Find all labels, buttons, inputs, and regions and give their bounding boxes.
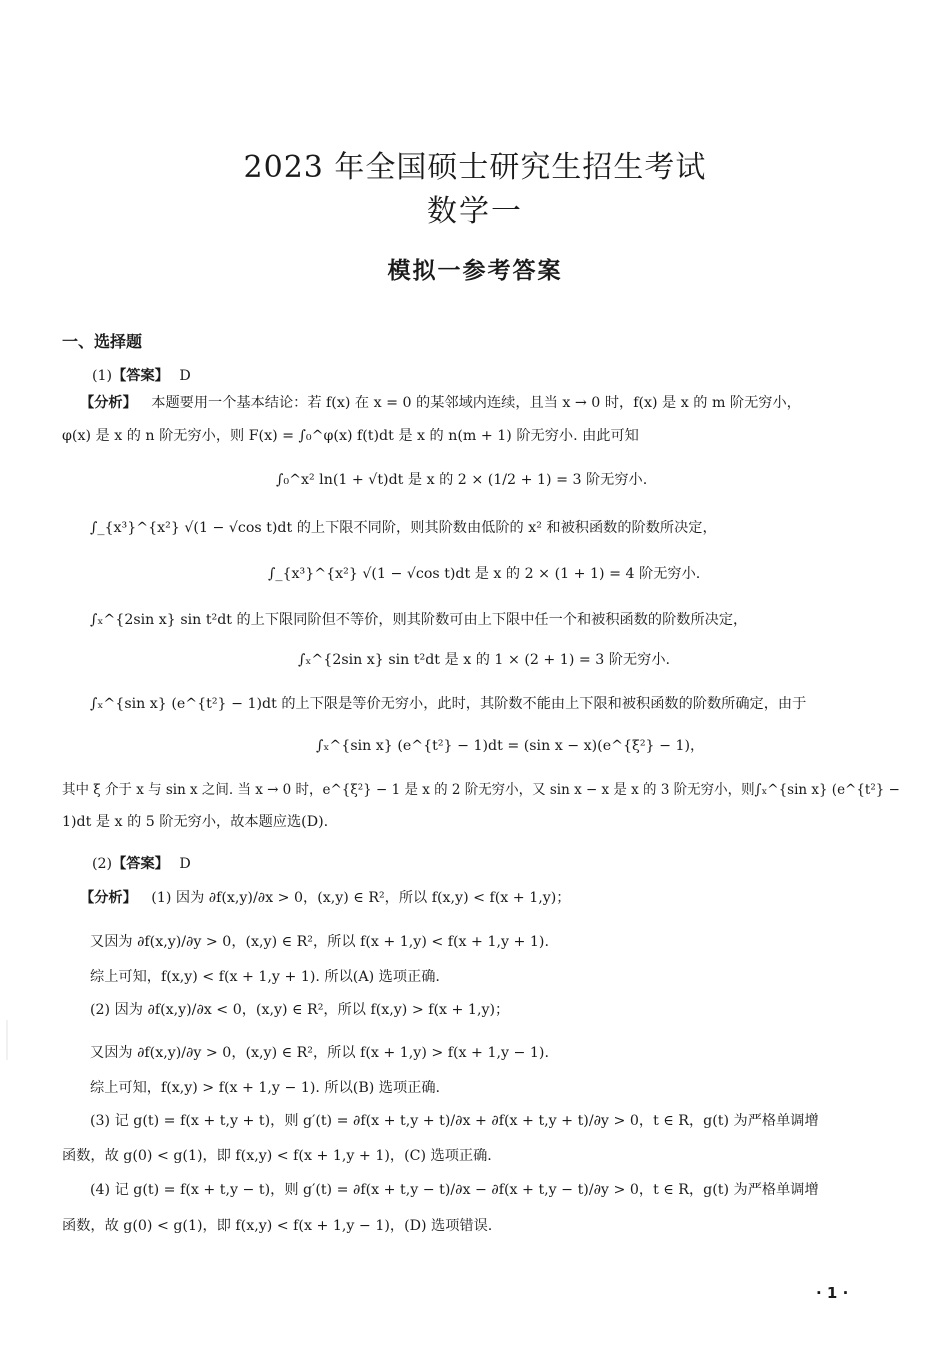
q1-answer-line (92, 368, 191, 385)
q1-text-7: ∫ₓ^{2sin x} sin t²dt 是 x 的 1 × (2 + 1) = 3 阶无穷小. (298, 652, 671, 668)
q2-text-5: 又因为 ∂f(x,y)/∂y > 0，(x,y) ∈ R²，所以 f(x + 1,y) > f(x + 1,y − 1). (90, 1045, 549, 1061)
q2-text-1: (1) 因为 ∂f(x,y)/∂x > 0，(x,y) ∈ R²，所以 f(x,y) < f(x + 1,y)； (151, 890, 571, 906)
q2-text-4: (2) 因为 ∂f(x,y)/∂x < 0，(x,y) ∈ R²，所以 f(x,y) > f(x + 1,y)； (90, 1002, 510, 1018)
section-heading-choice: 一、选择题 (62, 332, 143, 351)
exam-title: 2023 年全国硕士研究生招生考试 (243, 150, 707, 185)
q2-text-6: 综上可知，f(x,y) > f(x + 1,y − 1). 所以(B) 选项正确. (90, 1080, 441, 1096)
page-number: · 1 · (816, 1284, 849, 1302)
q2-answer-line (92, 856, 191, 873)
q2-text-8: 函数，故 g(0) < g(1)，即 f(x,y) < f(x + 1,y + 1)，(C) 选项正确. (62, 1148, 492, 1164)
q2-number: (2) (92, 856, 113, 872)
q2-text-9: (4) 记 g(t) = f(x + t,y − t)，则 g′(t) = ∂f(x + t,y − t)/∂x − ∂f(x + t,y − t)/∂y > 0，t ∈ R，g(t) 为严格单调增 (90, 1182, 819, 1198)
q1-number: (1) (92, 368, 113, 384)
q1-text-5: ∫_{x³}^{x²} √(1 − √cos t)dt 是 x 的 2 × (1 + 1) = 4 阶无穷小. (268, 566, 701, 582)
q1-text-1: 本题要用一个基本结论：若 f(x) 在 x = 0 的某邻域内连续，且当 x → 0 时，f(x) 是 x 的 m 阶无穷小， (151, 395, 801, 411)
exam-subtitle: 模拟一参考答案 (387, 258, 563, 284)
q2-text-10: 函数，故 g(0) < g(1)，即 f(x,y) < f(x + 1,y − 1)，(D) 选项错误. (62, 1218, 493, 1234)
q1-analysis-tag: 【分析】 (80, 395, 137, 411)
q1-text-11: 1)dt 是 x 的 5 阶无穷小，故本题应选(D). (62, 814, 329, 830)
scan-artifact (6, 1020, 8, 1060)
q2-text-7: (3) 记 g(t) = f(x + t,y + t)，则 g′(t) = ∂f(x + t,y + t)/∂x + ∂f(x + t,y + t)/∂y > 0，t ∈ R，g(t) 为严格单调增 (90, 1113, 819, 1129)
q1-answer-value: D (179, 368, 191, 384)
q1-text-3: ∫₀^x² ln(1 + √t)dt 是 x 的 2 × (1/2 + 1) = 3 阶无穷小. (276, 472, 648, 488)
q1-text-6: ∫ₓ^{2sin x} sin t²dt 的上下限同阶但不等价，则其阶数可由上下限中任一个和被积函数的阶数所决定， (90, 612, 748, 628)
q2-text-2: 又因为 ∂f(x,y)/∂y > 0，(x,y) ∈ R²，所以 f(x + 1,y) < f(x + 1,y + 1). (90, 934, 549, 950)
q1-text-4: ∫_{x³}^{x²} √(1 − √cos t)dt 的上下限不同阶，则其阶数由低阶的 x² 和被积函数的阶数所决定， (90, 520, 717, 536)
q1-text-10: 其中 ξ 介于 x 与 sin x 之间. 当 x → 0 时，e^{ξ²} − 1 是 x 的 2 阶无穷小，又 sin x − x 是 x 的 3 阶无穷小，则∫ₓ^{sin x} (e^{t²} − (62, 782, 900, 798)
q1-text-8: ∫ₓ^{sin x} (e^{t²} − 1)dt 的上下限是等价无穷小，此时，其阶数不能由上下限和被积函数的阶数所确定，由于 (90, 696, 807, 712)
q1-answer-tag: 【答案】 (112, 368, 169, 384)
q2-analysis-tag: 【分析】 (80, 890, 137, 906)
q2-answer-tag: 【答案】 (112, 856, 169, 872)
q2-text-3: 综上可知，f(x,y) < f(x + 1,y + 1). 所以(A) 选项正确. (90, 969, 440, 985)
q2-analysis-line-1 (80, 890, 570, 907)
q2-answer-value: D (179, 856, 191, 872)
q1-text-2: φ(x) 是 x 的 n 阶无穷小，则 F(x) = ∫₀^φ(x) f(t)dt 是 x 的 n(m + 1) 阶无穷小. 由此可知 (62, 428, 639, 444)
exam-subject: 数学一 (427, 194, 523, 229)
q1-text-9: ∫ₓ^{sin x} (e^{t²} − 1)dt = (sin x − x)(e^{ξ²} − 1)， (316, 738, 705, 754)
q1-analysis-line-1 (80, 395, 801, 412)
